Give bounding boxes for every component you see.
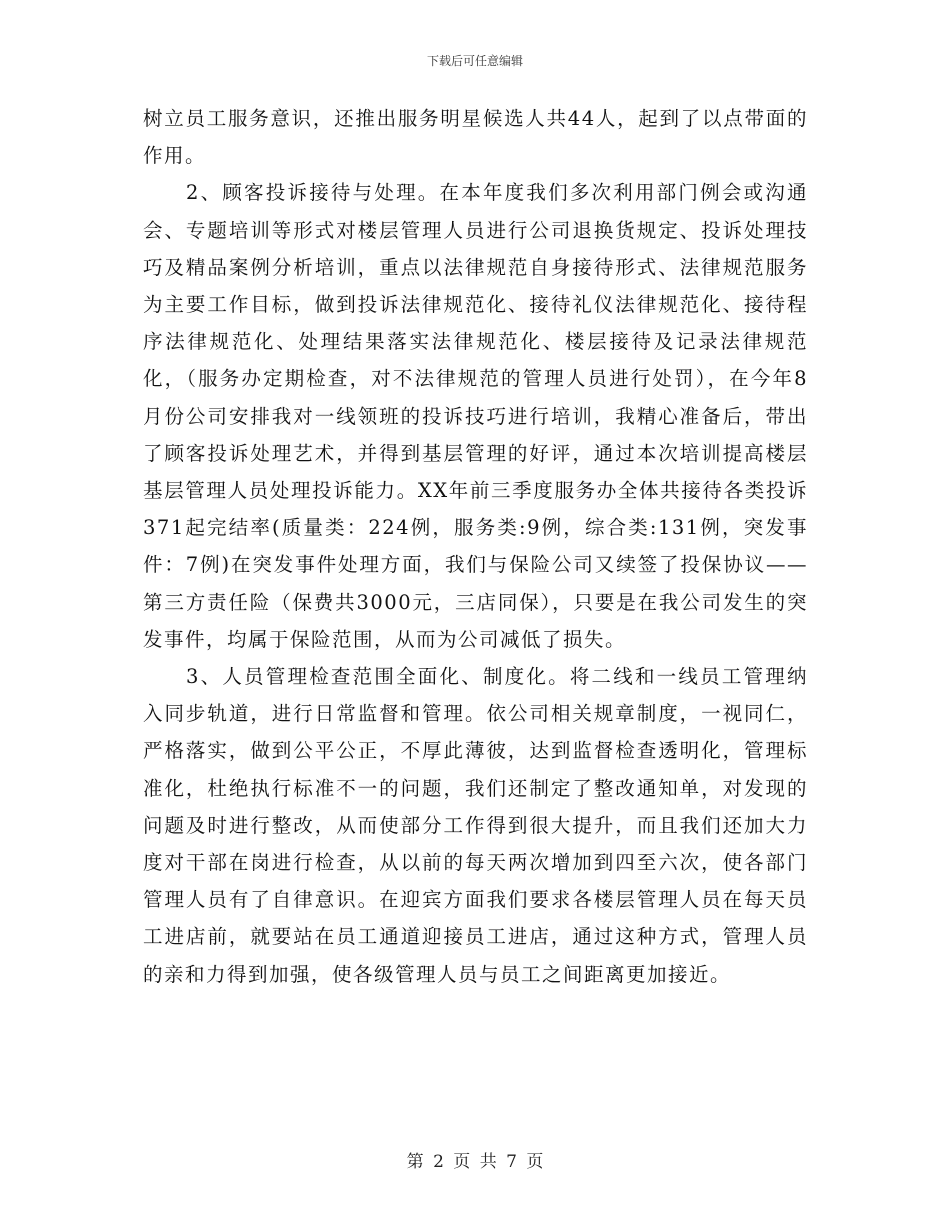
document-body [143, 100, 808, 993]
page-number: 第 2 页 共 7 页 [406, 1152, 544, 1172]
paragraph-staff-management: 3、人员管理检查范围全面化、制度化。将二线和一线员工管理纳入同步轨道，进行日常监督和管理。依公司相关规章制度，一视同仁，严格落实，做到公平公正，不厚此薄彼，达到监督检查透明化，管理标准化，杜绝执行标准不一的问题，我们还制定了整改通知单，对发现的问题及时进行整改，从而使部分工作得到很大提升，而且我们还加大力度对干部在岗进行检查，从以前的每天两次增加到四至六次，使各部门管理人员有了自律意识。在迎宾方面我们要求各楼层管理人员在每天员工进店前，就要站在员工通道迎接员工进店，通过这种方式，管理人员的亲和力得到加强，使各级管理人员与员工之间距离更加接近。 [143, 665, 808, 986]
paragraph-continuation: 树立员工服务意识，还推出服务明星候选人共44人，起到了以点带面的作用。 [143, 107, 808, 168]
paragraph-complaint-handling: 2、顾客投诉接待与处理。在本年度我们多次利用部门例会或沟通会、专题培训等形式对楼层管理人员进行公司退换货规定、投诉处理技巧及精品案例分析培训，重点以法律规范自身接待形式、法律规范服务为主要工作目标，做到投诉法律规范化、接待礼仪法律规范化、接待程序法律规范化、处理结果落实法律规范化、楼层接待及记录法律规范化，（服务办定期检查，对不法律规范的管理人员进行处罚），在今年8月份公司安排我对一线领班的投诉技巧进行培训，我精心准备后，带出了顾客投诉处理艺术，并得到基层管理的好评，通过本次培训提高楼层基层管理人员处理投诉能力。XX年前三季度服务办全体共接待各类投诉371起完结率(质量类：224例，服务类:9例，综合类:131例，突发事件：7例)在突发事件处理方面，我们与保险公司又续签了投保协议——第三方责任险（保费共3000元，三店同保），只要是在我公司发生的突发事件，均属于保险范围，从而为公司减低了损失。 [143, 181, 808, 651]
page-header: 下载后可任意编辑 [426, 54, 523, 68]
